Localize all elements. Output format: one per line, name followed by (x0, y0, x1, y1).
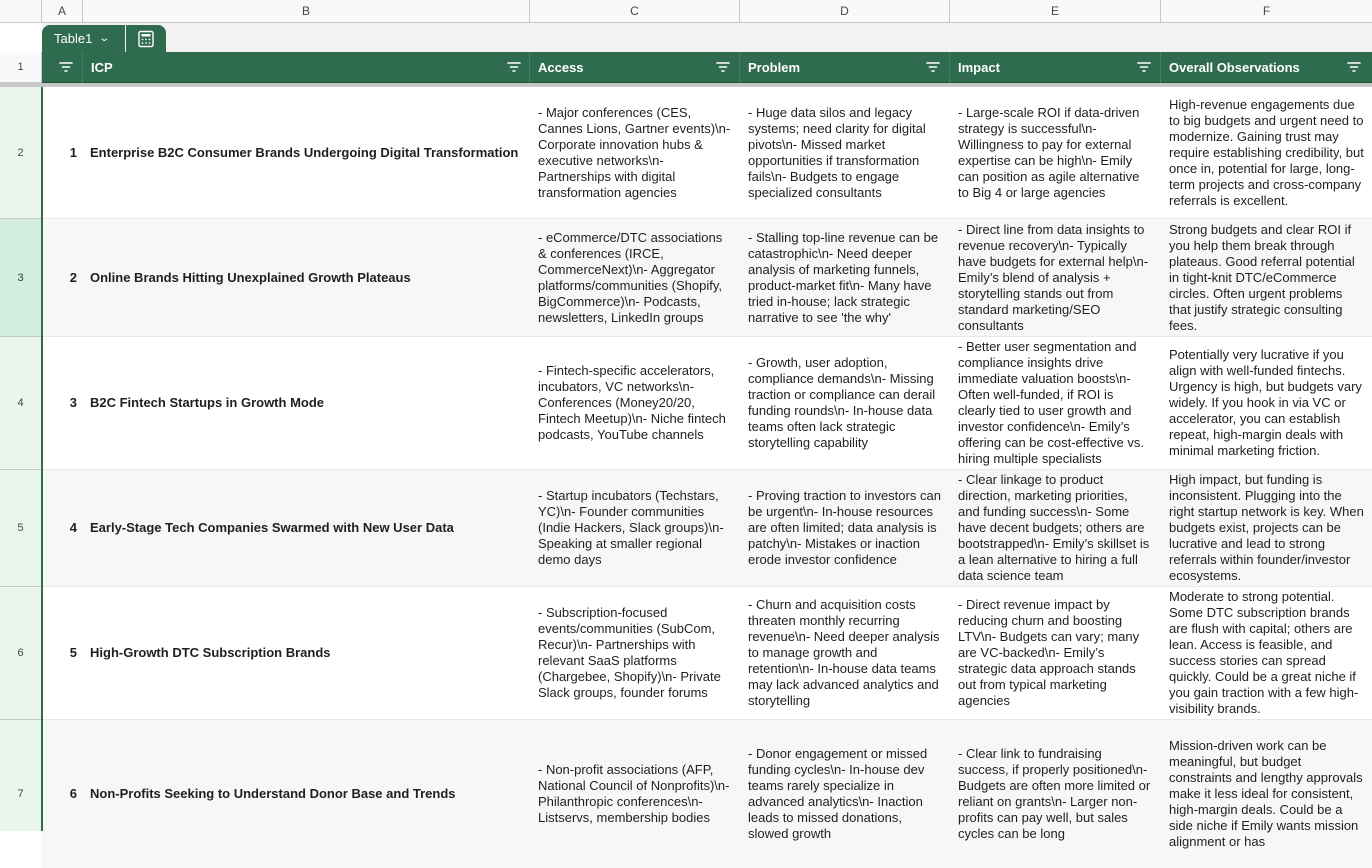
access-cell[interactable] (530, 219, 740, 336)
calculator-icon (137, 30, 155, 48)
filter-icon[interactable] (1137, 61, 1151, 73)
access-cell[interactable] (530, 470, 740, 586)
impact-text: - Clear link to fundraising success, if properly positioned\n- Budgets are often more limited or reliant on grants\n- Larger non-profits can pay well, but sales cycles can be long (958, 746, 1154, 841)
access-cell[interactable] (530, 587, 740, 719)
header-cell-access[interactable] (530, 52, 740, 83)
chevron-down-icon: ⌄ (98, 33, 111, 44)
filter-icon[interactable] (507, 61, 521, 73)
impact-text: - Better user segmentation and compliance insights drive immediate valuation boosts\n- Often well-funded, if ROI is clearly tied to user growth and investor confidence\n- Emily’s offering can be cost-effective vs. hiring multiple specialists (958, 339, 1148, 466)
table-row (42, 587, 1372, 720)
observations-text: Moderate to strong potential. Some DTC subscription brands are flush with capital; others are lean. Access is feasible, and success stories can spread quickly. Could be a great niche if you gain traction with a few high-visibility brands. (1169, 589, 1360, 716)
row-header-2[interactable]: 2 (0, 87, 42, 219)
header-label-observations: Overall Observations (1169, 60, 1300, 75)
row-index-cell[interactable]: 4 (69, 520, 77, 535)
table-header-row (42, 52, 1372, 83)
column-header-a[interactable]: A (42, 0, 83, 22)
header-label-access: Access (538, 60, 584, 75)
problem-text: - Growth, user adoption, compliance demands\n- Missing traction or compliance can derail funding rounds\n- In-house data teams often lack strategic storytelling capability (748, 355, 939, 450)
table-row (42, 219, 1372, 337)
observations-cell[interactable] (1161, 337, 1372, 469)
observations-text: High-revenue engagements due to big budgets and urgent need to modernize. Gaining trust may require establishing credibility, but once in, potential for large, long-term projects and cross-company referrals is excellent. (1169, 96, 1368, 208)
icp-cell[interactable]: Early-Stage Tech Companies Swarmed with New User Data (90, 520, 454, 535)
row-index-cell[interactable]: 2 (69, 269, 77, 285)
column-header-b[interactable]: B (83, 0, 530, 22)
icp-cell[interactable]: Enterprise B2C Consumer Brands Undergoing Digital Transformation (90, 144, 519, 160)
access-text: - Startup incubators (Techstars, YC)\n- Founder communities (Indie Hackers, Slack groups)\n- Speaking at smaller regional demo days (538, 488, 728, 567)
row-header-1[interactable]: 1 (0, 52, 42, 83)
header-cell-problem[interactable] (740, 52, 950, 83)
impact-cell[interactable] (950, 219, 1161, 336)
header-cell-observations[interactable] (1161, 52, 1372, 83)
filter-icon[interactable] (926, 61, 940, 73)
observations-cell[interactable] (1161, 470, 1372, 586)
filter-icon[interactable] (1347, 61, 1361, 73)
observations-cell[interactable] (1161, 587, 1372, 719)
access-cell[interactable] (530, 337, 740, 469)
row-index-cell[interactable]: 5 (69, 645, 77, 660)
access-text: - Non-profit associations (AFP, National Council of Nonprofits)\n- Philanthropic conferences\n- Listservs, membership bodies (538, 762, 734, 825)
impact-text: - Clear linkage to product direction, marketing priorities, and funding success\n- Some have decent budgets; others are bootstrapped\n- Emily’s skillset is a lean alternative to hiring a full data science team (958, 472, 1153, 583)
table-row (42, 470, 1372, 587)
filter-icon[interactable] (716, 61, 730, 73)
column-header-e[interactable]: E (950, 0, 1161, 22)
row-header-4[interactable]: 4 (0, 337, 42, 470)
access-text: - Fintech-specific accelerators, incubators, VC networks\n- Conferences (Money20/20, Fintech Meetup)\n- Niche fintech podcasts, YouTube channels (538, 363, 730, 442)
table-tab-bar (42, 23, 1372, 52)
impact-cell[interactable] (950, 720, 1161, 868)
table-row (42, 87, 1372, 219)
impact-cell[interactable] (950, 337, 1161, 469)
problem-cell[interactable] (740, 337, 950, 469)
row-index-cell[interactable]: 3 (69, 395, 77, 410)
select-all-corner[interactable] (0, 0, 42, 22)
icp-cell[interactable]: High-Growth DTC Subscription Brands (90, 645, 331, 660)
observations-cell[interactable] (1161, 87, 1372, 218)
header-cell-impact[interactable] (950, 52, 1161, 83)
problem-cell[interactable] (740, 470, 950, 586)
row-header-6[interactable]: 6 (0, 587, 42, 720)
impact-text: - Direct revenue impact by reducing churn and boosting LTV\n- Budgets can vary; many are VC-backed\n- Emily’s strategic data approach stands out from typical marketing agencies (958, 597, 1143, 708)
icp-cell[interactable]: Online Brands Hitting Unexplained Growth Plateaus (90, 269, 411, 285)
filter-icon[interactable] (59, 61, 73, 73)
table-row (42, 720, 1372, 868)
row-index-cell[interactable]: 6 (69, 786, 77, 801)
icp-cell[interactable]: B2C Fintech Startups in Growth Mode (90, 395, 325, 410)
access-text: - Subscription-focused events/communities (SubCom, Recur)\n- Partnerships with relevant SaaS platforms (Chargebee, Shopify)\n- Private Slack groups, founder forums (538, 605, 725, 700)
column-header-f[interactable]: F (1262, 4, 1271, 18)
problem-cell[interactable] (740, 87, 950, 218)
icp-cell[interactable]: Non-Profits Seeking to Understand Donor Base and Trends (90, 786, 456, 801)
impact-cell[interactable] (950, 87, 1161, 218)
access-text: - Major conferences (CES, Cannes Lions, Gartner events)\n- Corporate innovation hubs & executive networks\n- Partnerships with digital transformation agencies (538, 104, 734, 200)
row-index-cell[interactable]: 1 (69, 144, 77, 160)
impact-text: - Large-scale ROI if data-driven strategy is successful\n- Willingness to pay for external expertise can be high\n- Emily can position as agile alternative to Big 4 or large agencies (958, 104, 1144, 200)
problem-text: - Huge data silos and legacy systems; need clarity for digital pivots\n- Missed market opportunities if transformation fails\n- Budgets to engage specialized consultants (748, 104, 930, 200)
header-cell-icp[interactable] (83, 52, 530, 83)
observations-text: Strong budgets and clear ROI if you help them break through plateaus. Good referral potential in tight-knit DTC/eCommerce circles. Often urgent problems that justify strategic consulting fees. (1169, 221, 1359, 333)
row-header-5[interactable]: 5 (0, 470, 42, 587)
observations-text: Potentially very lucrative if you align with well-funded fintechs. Urgency is high, but budgets vary widely. If you hook in via VC or accelerator, you can establish repeat, high-margin deals with minimal marketing friction. (1169, 347, 1366, 458)
observations-text: Mission-driven work can be meaningful, but budget constraints and lengthy approvals make it less ideal for consistent, high-margin deals. Could be a side niche if Emily wants mission alignment or has (1169, 738, 1367, 849)
row-header-3[interactable]: 3 (0, 219, 42, 337)
problem-text: - Stalling top-line revenue can be catastrophic\n- Need deeper analysis of marketing funnels, product-market fit\n- Many have tried in-house; lack strategic narrative to see 'the why' (748, 229, 942, 325)
problem-cell[interactable] (740, 720, 950, 868)
problem-cell[interactable] (740, 587, 950, 719)
header-label-icp: ICP (91, 60, 113, 75)
access-cell[interactable] (530, 87, 740, 218)
impact-text: - Direct line from data insights to revenue recovery\n- Typically have budgets for external help\n- Emily’s blend of analysis + storytelling stands out from standard marketing/SEO consultants (958, 221, 1152, 333)
observations-cell[interactable] (1161, 720, 1372, 868)
problem-text: - Churn and acquisition costs threaten monthly recurring revenue\n- Need deeper analysis to manage growth and retention\n- In-house data teams may lack advanced analytics and storytelling (748, 597, 944, 708)
table-name-label: Table1 (54, 31, 93, 46)
column-header-bar (0, 0, 1372, 23)
observations-cell[interactable] (1161, 219, 1372, 336)
problem-text: - Donor engagement or missed funding cycles\n- In-house dev teams rarely specialize in advanced analytics\n- Inaction leads to missed donations, slowed growth (748, 746, 931, 841)
header-cell-index[interactable] (42, 52, 83, 83)
problem-text: - Proving traction to investors can be urgent\n- In-house resources are often limited; data analysis is patchy\n- Mistakes or inaction erode investor confidence (748, 488, 945, 567)
access-text: - eCommerce/DTC associations & conferences (IRCE, CommerceNext)\n- Aggregator platforms/communities (Shopify, BigCommerce)\n- Podcasts, newsletters, LinkedIn groups (538, 229, 726, 325)
access-cell[interactable] (530, 720, 740, 868)
column-header-d[interactable]: D (740, 0, 950, 22)
impact-cell[interactable] (950, 587, 1161, 719)
column-header-c[interactable]: C (530, 0, 740, 22)
observations-text: High impact, but funding is inconsistent. Plugging into the right startup network is key. When budgets exist, projects can be lucrative and lead to strong referrals within founder/investor ecosystems. (1169, 472, 1368, 583)
impact-cell[interactable] (950, 470, 1161, 586)
table-name-chip[interactable] (42, 25, 125, 52)
problem-cell[interactable] (740, 219, 950, 336)
table-row (42, 337, 1372, 470)
header-label-problem: Problem (748, 60, 801, 75)
table-left-border (41, 87, 43, 831)
table-view-button[interactable] (126, 25, 166, 52)
header-label-impact: Impact (958, 60, 1000, 75)
row-header-7[interactable]: 7 (0, 720, 42, 831)
